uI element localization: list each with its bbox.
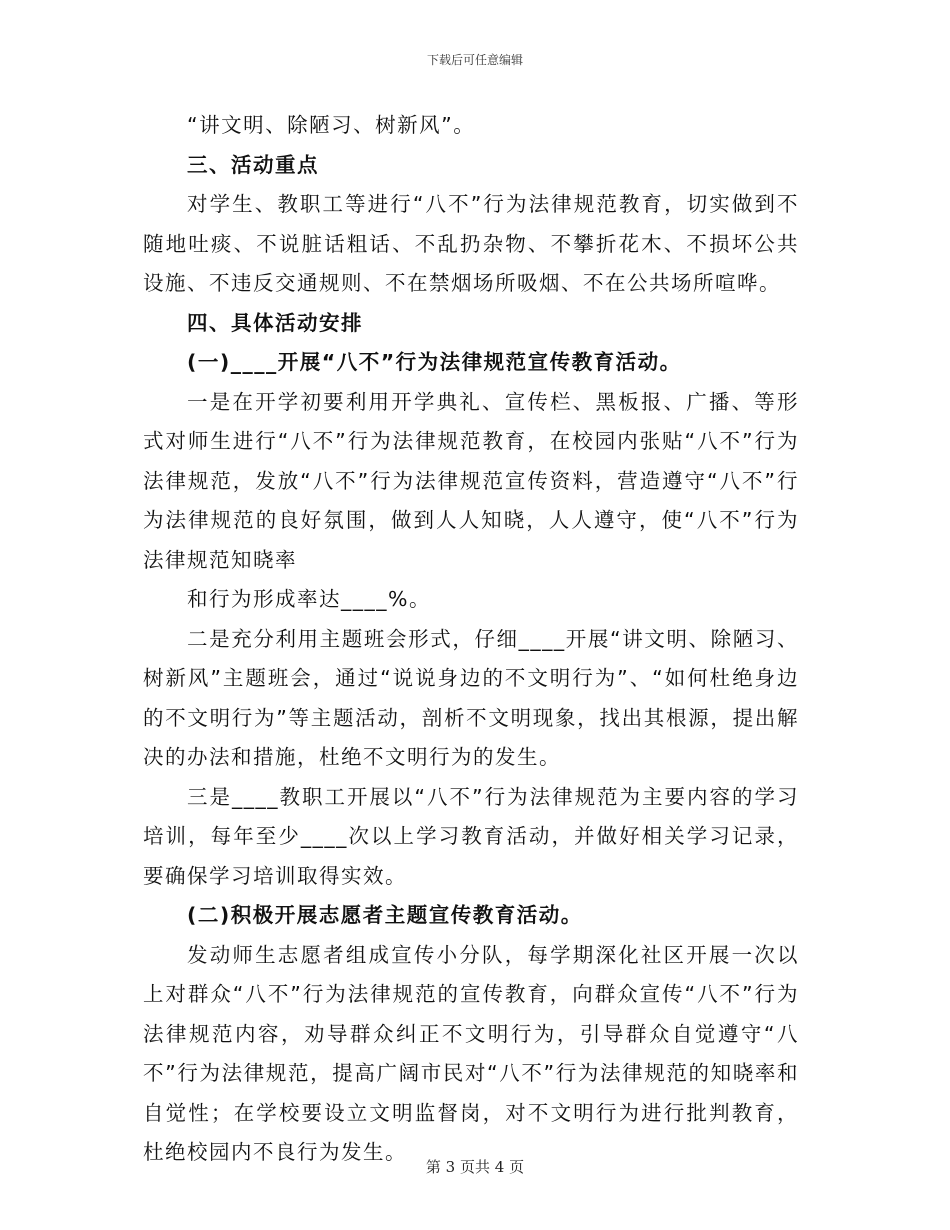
document-body — [143, 106, 799, 1173]
subsection-heading: (一)____开展“八不”行为法律规范宣传教育活动。 — [187, 350, 682, 374]
paragraph: 和行为形成率达____%。 — [187, 587, 431, 611]
paragraph: 二是充分利用主题班会形式，仔细____开展“讲文明、除陋习、树新风”主题班会，通过“说说身边的不文明行为”、“如何杜绝身边的不文明行为”等主题活动，剖析不文明现象，找出其根源，提出解决的办法和措施，杜绝不文明行为的发生。 — [143, 626, 799, 769]
section-heading: 三、活动重点 — [187, 152, 319, 177]
paragraph: “讲文明、除陋习、树新风”。 — [187, 113, 476, 137]
paragraph: 对学生、教职工等进行“八不”行为法律规范教育，切实做到不随地吐痰、不说脏话粗话、不乱扔杂物、不攀折花木、不损坏公共设施、不违反交通规则、不在禁烟场所吸烟、不在公共场所喧哗。 — [143, 192, 799, 295]
paragraph: 发动师生志愿者组成宣传小分队，每学期深化社区开展一次以上对群众“八不”行为法律规范的宣传教育，向群众宣传“八不”行为法律规范内容，劝导群众纠正不文明行为，引导群众自觉遵守“八不”行为法律规范，提高广阔市民对“八不”行为法律规范的知晓率和自觉性；在学校要设立文明监督岗，对不文明行为进行批判教育，杜绝校园内不良行为发生。 — [143, 942, 799, 1164]
paragraph: 一是在开学初要利用开学典礼、宣传栏、黑板报、广播、等形式对师生进行“八不”行为法律规范教育，在校园内张贴“八不”行为法律规范，发放“八不”行为法律规范宣传资料，营造遵守“八不”行为法律规范的良好氛围，做到人人知晓，人人遵守，使“八不”行为法律规范知晓率 — [143, 389, 799, 572]
section-heading: 四、具体活动安排 — [187, 310, 363, 335]
paragraph: 三是____教职工开展以“八不”行为法律规范为主要内容的学习培训，每年至少____次以上学习教育活动，并做好相关学习记录，要确保学习培训取得实效。 — [143, 784, 799, 888]
page-footer: 第 3 页共 4 页 — [425, 1158, 525, 1176]
page-header: 下载后可任意编辑 — [426, 53, 523, 67]
subsection-heading: (二)积极开展志愿者主题宣传教育活动。 — [187, 903, 583, 927]
